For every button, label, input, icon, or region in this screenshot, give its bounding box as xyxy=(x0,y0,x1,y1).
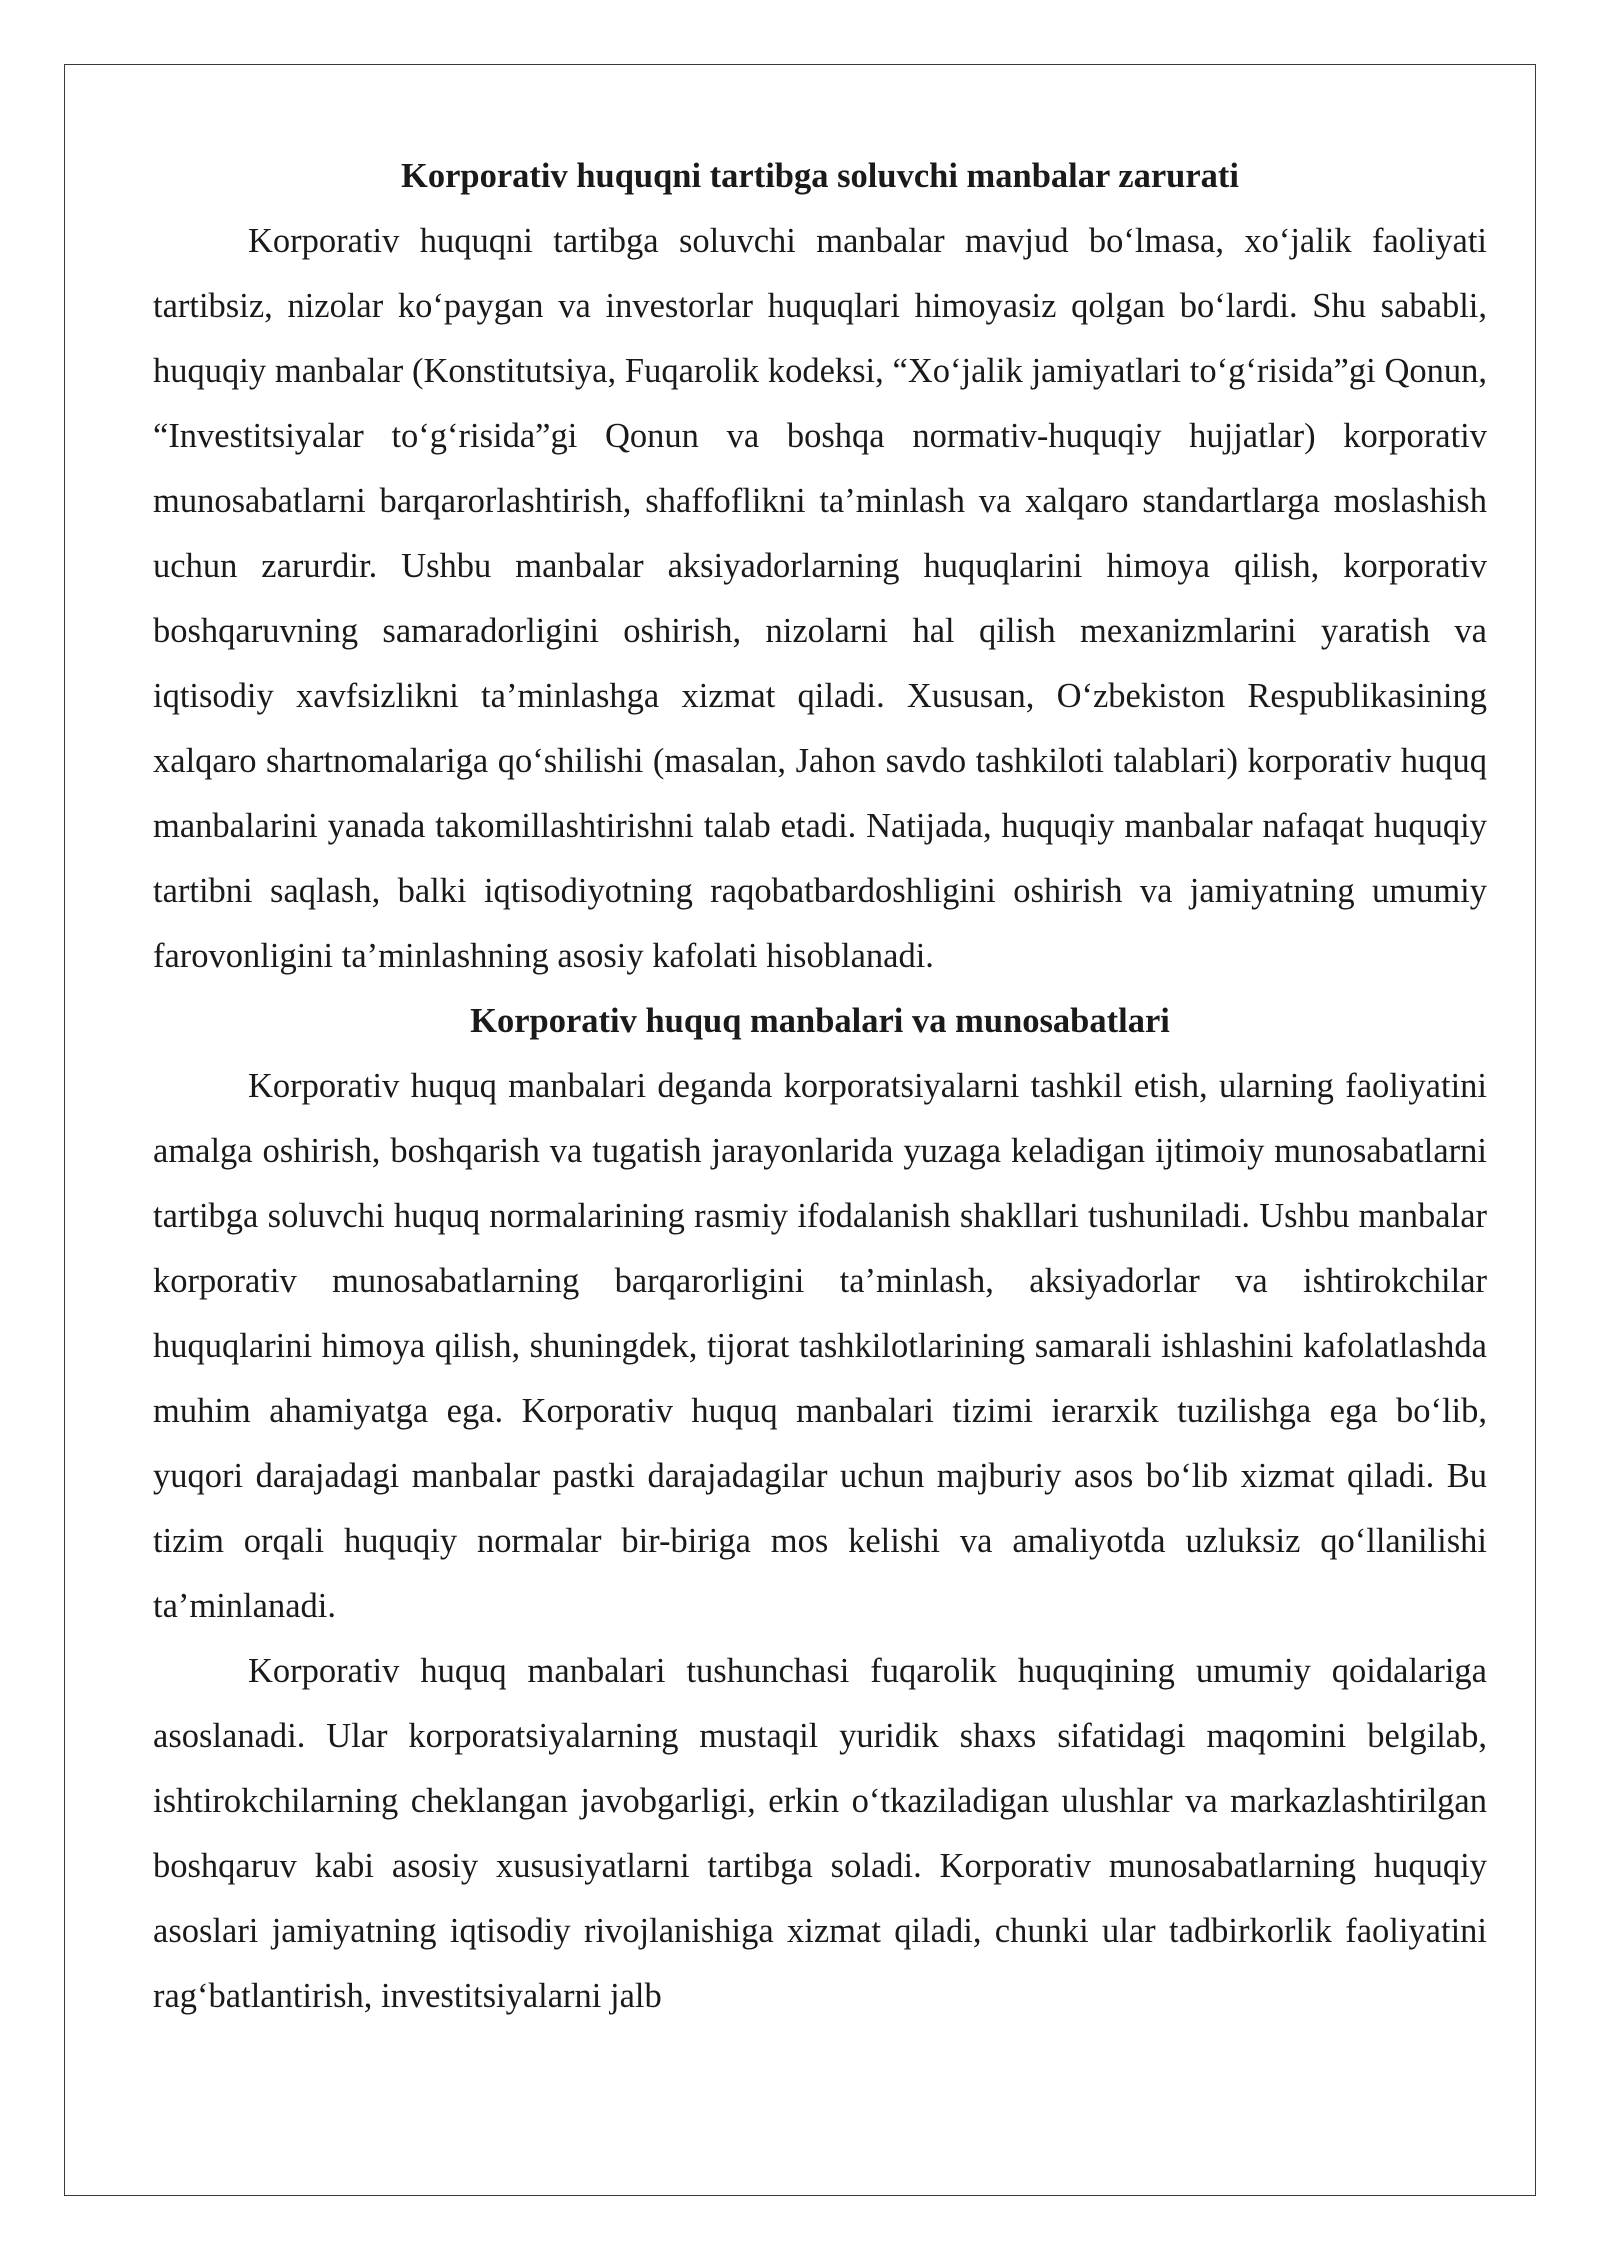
paragraph: Korporativ huquq manbalari deganda korporatsiyalarni tashkil etish, ularning faoliyatini amalga oshirish, boshqarish va tugatish jarayonlarida yuzaga keladigan ijtimoiy munosabatlarni tartibga soluvchi huquq normalarining rasmiy ifodalanish shakllari tushuniladi. Ushbu manbalar korporativ munosabatlarning barqarorligini ta’minlash, aksiyadorlar va ishtirokchilar huquqlarini himoya qilish, shuningdek, tijorat tashkilotlarining samarali ishlashini kafolatlashda muhim ahamiyatga ega. Korporativ huquq manbalari tizimi ierarxik tuzilishga ega bo‘lib, yuqori darajadagi manbalar pastki darajadagilar uchun majburiy asos bo‘lib xizmat qiladi. Bu tizim orqali huquqiy normalar bir-biriga mos kelishi va amaliyotda uzluksiz qo‘llanilishi ta’minlanadi. xyxy=(153,1067,1487,1625)
section-heading-sources-necessity: Korporativ huquqni tartibga soluvchi manbalar zarurati xyxy=(401,157,1239,195)
document-body xyxy=(153,144,1487,2029)
section-heading-sources-relations: Korporativ huquq manbalari va munosabatlari xyxy=(470,1002,1170,1040)
paragraph: Korporativ huquqni tartibga soluvchi manbalar mavjud bo‘lmasa, xo‘jalik faoliyati tartibsiz, nizolar ko‘paygan va investorlar huquqlari himoyasiz qolgan bo‘lardi. Shu sababli, huquqiy manbalar (Konstitutsiya, Fuqarolik kodeksi, “Xo‘jalik jamiyatlari to‘g‘risida”gi Qonun, “Investitsiyalar to‘g‘risida”gi Qonun va boshqa normativ-huquqiy hujjatlar) korporativ munosabatlarni barqarorlashtirish, shaffoflikni ta’minlash va xalqaro standartlarga moslashish uchun zarurdir. Ushbu manbalar aksiyadorlarning huquqlarini himoya qilish, korporativ boshqaruvning samaradorligini oshirish, nizolarni hal qilish mexanizmlarini yaratish va iqtisodiy xavfsizlikni ta’minlashga xizmat qiladi. Xususan, O‘zbekiston Respublikasining xalqaro shartnomalariga qo‘shilishi (masalan, Jahon savdo tashkiloti talablari) korporativ huquq manbalarini yanada takomillashtirishni talab etadi. Natijada, huquqiy manbalar nafaqat huquqiy tartibni saqlash, balki iqtisodiyotning raqobatbardoshligini oshirish va jamiyatning umumiy farovonligini ta’minlashning asosiy kafolati hisoblanadi. xyxy=(153,222,1487,975)
paragraph: Korporativ huquq manbalari tushunchasi fuqarolik huquqining umumiy qoidalariga asoslanadi. Ular korporatsiyalarning mustaqil yuridik shaxs sifatidagi maqomini belgilab, ishtirokchilarning cheklangan javobgarligi, erkin o‘tkaziladigan ulushlar va markazlashtirilgan boshqaruv kabi asosiy xususiyatlarni tartibga soladi. Korporativ munosabatlarning huquqiy asoslari jamiyatning iqtisodiy rivojlanishiga xizmat qiladi, chunki ular tadbirkorlik faoliyatini rag‘batlantirish, investitsiyalarni jalb xyxy=(153,1652,1487,2015)
